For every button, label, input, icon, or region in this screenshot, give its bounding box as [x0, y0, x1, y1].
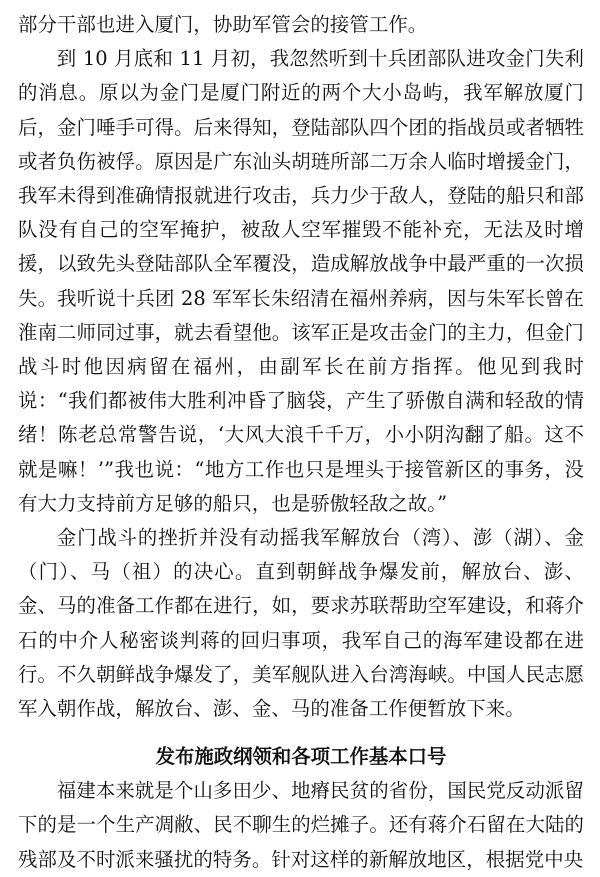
- paragraph-fujian-situation: 福建本来就是个山多田少、地瘠民贫的省份，国民党反动派留下的是一个生产凋敝、民不聊生的烂摊子。还有蒋介石留在大陆的残部及不时派来骚扰的特务。针对这样的新解放地区，根据党中央: [18, 779, 584, 871]
- section-title: 发布施政纲领和各项工作基本口号: [155, 745, 447, 769]
- paragraph-jinmen-defeat: 到 10 月底和 11 月初，我忽然听到十兵团部队进攻金门失利的消息。原以为金门是厦门附近的两个大小岛屿，我军解放厦门后，金门唾手可得。后来得知，登陆部队四个团的指战员或者牺牲或者负伤被俘。原因是广东汕头胡琏所部二万余人临时增援金门，我军未得到准确情报就进行攻击，兵力少于敌人，登陆的船只和部队没有自己的空军掩护，被敌人空军摧毁不能补充，无法及时增援，以致先头登陆部队全军覆没，造成解放战争中最严重的一次损失。我听说十兵团 28 军军长朱绍清在福州养病，因与朱军长曾在淮南二师同过事，就去看望他。该军正是攻击金门的主力，但金门战斗时他因病留在福州，由副军长在前方指挥。他见到我时说：“我们都被伟大胜利冲昏了脑袋，产生了骄傲自满和轻敌的情绪！陈老总常警告说，‘大风大浪千千万，小小阴沟翻了船。这不就是嘛！’”我也说：“地方工作也只是埋头于接管新区的事务，没有大力支持前方足够的船只，也是骄傲轻敌之故。”: [18, 47, 584, 515]
- paragraph-continuation: 部分干部也进入厦门，协助军管会的接管工作。: [18, 13, 428, 36]
- document-page: [18, 8, 584, 877]
- paragraph-liberation-resolve: 金门战斗的挫折并没有动摇我军解放台（湾）、澎（湖）、金（门）、马（祖）的决心。直到朝鲜战争爆发前，解放台、澎、金、马的准备工作都在进行，如，要求苏联帮助空军建设，和蒋介石的中介人秘密谈判蒋的回归事项，我军自己的海军建设都在进行。不久朝鲜战争爆发了，美军舰队进入台湾海峡。中国人民志愿军入朝作战，解放台、澎、金、马的准备工作便暂放下来。: [18, 526, 584, 721]
